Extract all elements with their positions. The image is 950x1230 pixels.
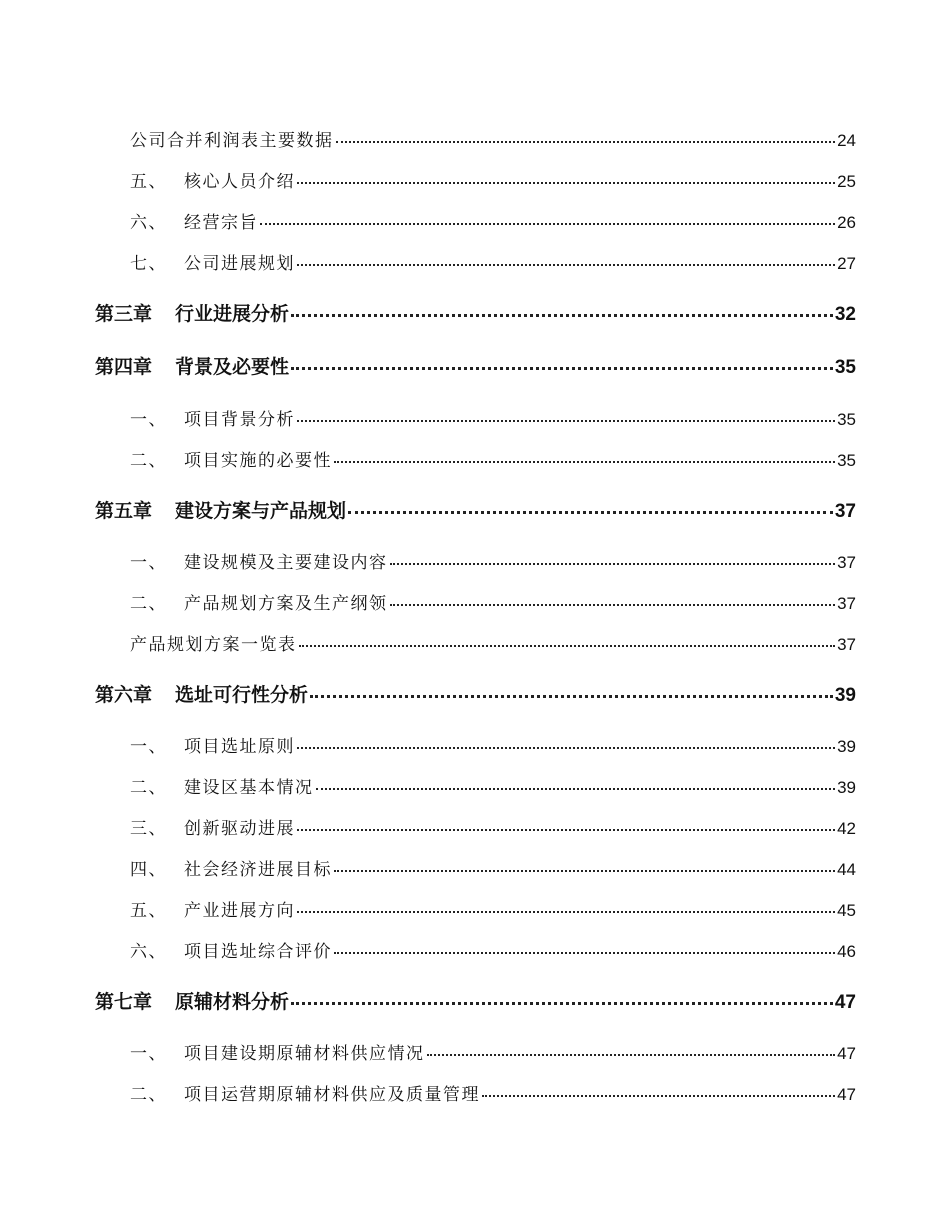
toc-entry-title: 公司进展规划 <box>184 254 295 274</box>
dot-leader <box>297 829 835 831</box>
toc-entry-number: 五、 <box>130 172 167 192</box>
toc-chapter-number: 第四章 <box>95 356 153 378</box>
toc-entry[interactable] <box>130 1039 856 1064</box>
toc-chapter-number: 第五章 <box>95 500 153 522</box>
toc-entry-number: 五、 <box>130 901 167 921</box>
dot-leader <box>427 1054 836 1056</box>
toc-entry-title: 创新驱动进展 <box>184 819 295 839</box>
toc-chapter-entry[interactable] <box>95 352 856 379</box>
toc-chapter-page: 39 <box>834 685 856 706</box>
toc-chapter-number: 第三章 <box>95 303 153 325</box>
toc-entry-number: 二、 <box>130 594 167 614</box>
toc-entry[interactable] <box>130 548 856 573</box>
toc-entry-title: 项目选址综合评价 <box>184 942 332 962</box>
dot-leader <box>316 788 836 790</box>
toc-entry-title: 产品规划方案及生产纲领 <box>184 594 388 614</box>
toc-entry[interactable] <box>130 208 856 233</box>
toc-entry-title: 建设区基本情况 <box>184 778 314 798</box>
toc-chapter-page: 47 <box>834 992 856 1013</box>
toc-entry[interactable] <box>130 937 856 962</box>
toc-entry-number: 一、 <box>130 553 167 573</box>
toc-entry-page: 24 <box>837 131 856 150</box>
toc-entry-number: 四、 <box>130 860 167 880</box>
toc-entry[interactable] <box>130 405 856 430</box>
toc-entry-page: 35 <box>837 410 856 429</box>
toc-entry-number: 一、 <box>130 410 167 430</box>
dot-leader <box>390 604 836 606</box>
toc-entry-page: 39 <box>837 737 856 756</box>
dot-leader <box>297 182 835 184</box>
toc-entry-page: 35 <box>837 451 856 470</box>
dot-leader <box>299 645 836 647</box>
toc-entry-page: 37 <box>837 594 856 613</box>
toc-entry-page: 27 <box>837 254 856 273</box>
toc-entry-title: 项目实施的必要性 <box>184 451 332 471</box>
toc-chapter-page: 32 <box>834 304 856 325</box>
dot-leader <box>348 511 833 514</box>
toc-entry-number: 二、 <box>130 778 167 798</box>
toc-entry-page: 46 <box>837 942 856 961</box>
toc-entry-title: 项目背景分析 <box>184 410 295 430</box>
toc-chapter-entry[interactable] <box>95 299 856 326</box>
toc-entry-title: 产业进展方向 <box>184 901 295 921</box>
toc-entry-page: 26 <box>837 213 856 232</box>
toc-entry[interactable] <box>130 630 856 655</box>
toc-entry[interactable] <box>130 1080 856 1105</box>
toc-entry-title: 核心人员介绍 <box>184 172 295 192</box>
dot-leader <box>291 314 833 317</box>
toc-entry[interactable] <box>130 814 856 839</box>
dot-leader <box>291 1002 833 1005</box>
dot-leader <box>260 223 835 225</box>
toc-entry-number: 二、 <box>130 451 167 471</box>
toc-entry-number: 一、 <box>130 737 167 757</box>
toc-entry-title: 产品规划方案一览表 <box>130 635 297 655</box>
toc-chapter-number: 第七章 <box>95 991 153 1013</box>
toc-chapter-title: 选址可行性分析 <box>175 684 309 706</box>
toc-entry[interactable] <box>130 896 856 921</box>
dot-leader <box>390 563 836 565</box>
dot-leader <box>336 141 836 143</box>
toc-entry[interactable] <box>130 855 856 880</box>
dot-leader <box>334 952 835 954</box>
dot-leader <box>297 420 835 422</box>
dot-leader <box>310 695 833 698</box>
toc-entry-page: 25 <box>837 172 856 191</box>
toc-entry[interactable] <box>130 732 856 757</box>
toc-entry-title: 公司合并利润表主要数据 <box>130 131 334 151</box>
toc-entry[interactable] <box>130 249 856 274</box>
toc-entry[interactable] <box>130 126 856 151</box>
toc-entry-title: 建设规模及主要建设内容 <box>184 553 388 573</box>
toc-chapter-entry[interactable] <box>95 987 856 1014</box>
toc-entry-page: 44 <box>837 860 856 879</box>
toc-chapter-page: 37 <box>834 501 856 522</box>
toc-entry-title: 项目建设期原辅材料供应情况 <box>184 1044 425 1064</box>
toc-chapter-entry[interactable] <box>95 680 856 707</box>
dot-leader <box>297 911 835 913</box>
toc-entry-title: 项目选址原则 <box>184 737 295 757</box>
toc-entry[interactable] <box>130 589 856 614</box>
dot-leader <box>297 264 835 266</box>
toc-chapter-entry[interactable] <box>95 496 856 523</box>
toc-entry-page: 37 <box>837 553 856 572</box>
toc-chapter-title: 建设方案与产品规划 <box>175 500 347 522</box>
toc-entry-number: 七、 <box>130 254 167 274</box>
toc-entry-title: 项目运营期原辅材料供应及质量管理 <box>184 1085 480 1105</box>
toc-entry-page: 47 <box>837 1085 856 1104</box>
toc-entry-number: 六、 <box>130 213 167 233</box>
toc-entry[interactable] <box>130 167 856 192</box>
toc-entry-page: 45 <box>837 901 856 920</box>
toc-chapter-page: 35 <box>834 357 856 378</box>
dot-leader <box>334 870 835 872</box>
toc-entry-number: 三、 <box>130 819 167 839</box>
dot-leader <box>334 461 835 463</box>
toc-chapter-title: 背景及必要性 <box>175 356 290 378</box>
toc-chapter-title: 行业进展分析 <box>175 303 290 325</box>
toc-entry-page: 42 <box>837 819 856 838</box>
toc-entry-number: 六、 <box>130 942 167 962</box>
dot-leader <box>291 367 833 370</box>
toc-entry-title: 社会经济进展目标 <box>184 860 332 880</box>
toc-entry-page: 37 <box>837 635 856 654</box>
toc-entry-title: 经营宗旨 <box>184 213 258 233</box>
toc-chapter-title: 原辅材料分析 <box>175 991 290 1013</box>
toc-entry-page: 47 <box>837 1044 856 1063</box>
toc-entry-number: 一、 <box>130 1044 167 1064</box>
toc-entry-number: 二、 <box>130 1085 167 1105</box>
toc-entry-page: 39 <box>837 778 856 797</box>
dot-leader <box>297 747 835 749</box>
toc-entry[interactable] <box>130 773 856 798</box>
toc-entry[interactable] <box>130 446 856 471</box>
dot-leader <box>482 1095 835 1097</box>
toc-chapter-number: 第六章 <box>95 684 153 706</box>
